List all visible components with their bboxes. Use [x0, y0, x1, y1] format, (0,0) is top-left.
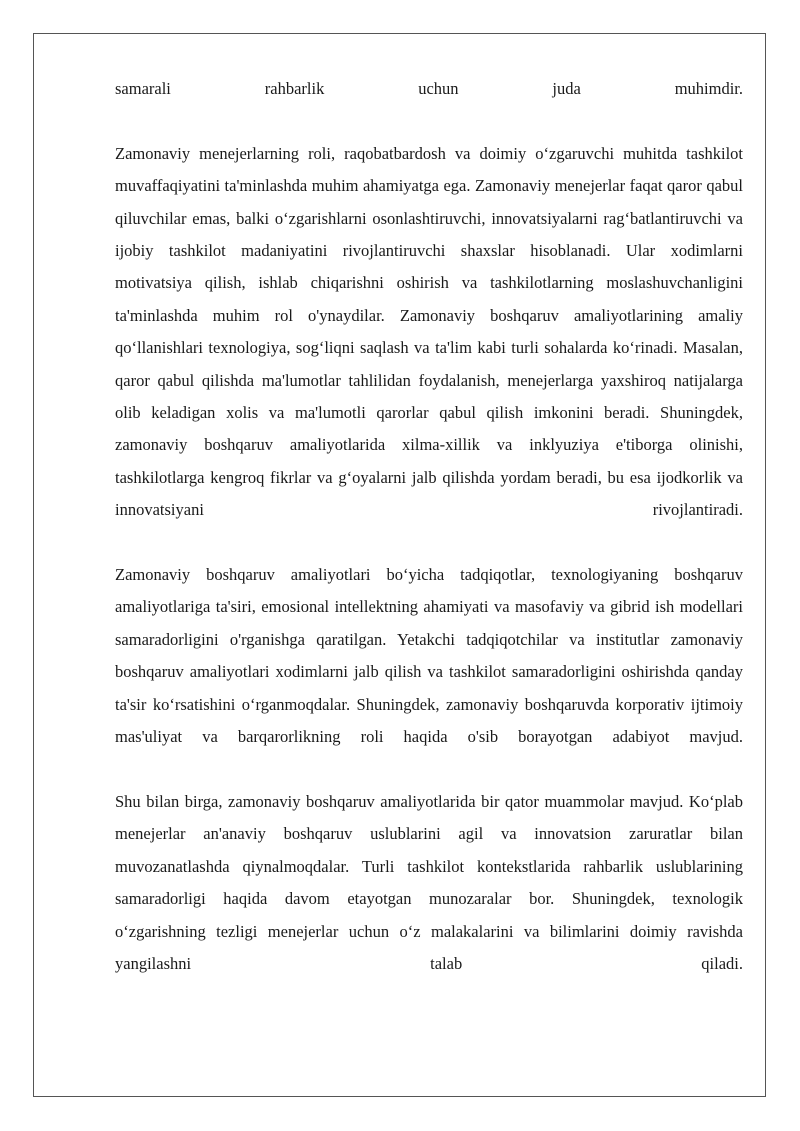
paragraph-modern-managers: Zamonaviy menejerlarning roli, raqobatbardosh va doimiy o‘zgaruvchi muhitda tashkilot muvaffaqiyatini ta'minlashda muhim ahamiyatga ega. Zamonaviy menejerlar faqat qaror qabul qiluvchilar emas, balki o‘zgarishlarni osonlashtiruvchi, innovatsiyalarni rag‘batlantiruvchi va ijobiy tashkilot madaniyatini rivojlantiruvchi shaxslar hisoblanadi. Ular xodimlarni motivatsiya qilish, ishlab chiqarishni oshirish va tashkilotlarning moslashuvchanligini ta'minlashda muhim rol o'ynaydilar. Zamonaviy boshqaruv amaliyotlarining amaliy qo‘llanishlari texnologiya, sog‘liqni saqlash va ta'lim kabi turli sohalarda ko‘rinadi. Masalan, qaror qabul qilishda ma'lumotlar tahlilidan foydalanish, menejerlarga yaxshiroq natijalarga olib keladigan xolis va ma'lumotli qarorlar qabul qilish imkonini beradi. Shuningdek, zamonaviy boshqaruv amaliyotlarida xilma-xillik va inklyuziya e'tiborga olinishi, tashkilotlarga kengroq fikrlar va g‘oyalarni jalb qilishda yordam beradi, bu esa ijodkorlik va innovatsiyani rivojlantiradi.: [115, 143, 743, 520]
paragraph-continuation: samarali rahbarlik uchun juda muhimdir.: [115, 79, 743, 98]
paragraph-research: Zamonaviy boshqaruv amaliyotlari bo‘yicha tadqiqotlar, texnologiyaning boshqaruv amaliyotlariga ta'siri, emosional intellektning ahamiyati va masofaviy va gibrid ish modellari samaradorligini o'rganishga qaratilgan. Yetakchi tadqiqotchilar va institutlar zamonaviy boshqaruv amaliyotlari xodimlarni jalb qilish va tashkilot samaradorligini oshirishda qanday ta'sir ko‘rsatishini o‘rganmoqdalar. Shuningdek, zamonaviy boshqaruvda korporativ ijtimoiy mas'uliyat va barqarorlikning roli haqida o'sib borayotgan adabiyot mavjud.: [115, 565, 743, 747]
document-body: [115, 73, 743, 980]
paragraph-gap: [115, 527, 743, 559]
paragraph-challenges: Shu bilan birga, zamonaviy boshqaruv amaliyotlarida bir qator muammolar mavjud. Ko‘plab menejerlar an'anaviy boshqaruv uslublarini agil va innovatsion zaruratlar bilan muvozanatlashda qiynalmoqdalar. Turli tashkilot kontekstlarida rahbarlik uslublarining samaradorligi haqida davom etayotgan munozaralar bor. Shuningdek, texnologik o‘zgarishning tezligi menejerlar uchun o‘z malakalarini va bilimlarini doimiy ravishda yangilashni talab qiladi.: [115, 791, 743, 973]
paragraph-gap: [115, 105, 743, 137]
paragraph-gap: [115, 754, 743, 786]
